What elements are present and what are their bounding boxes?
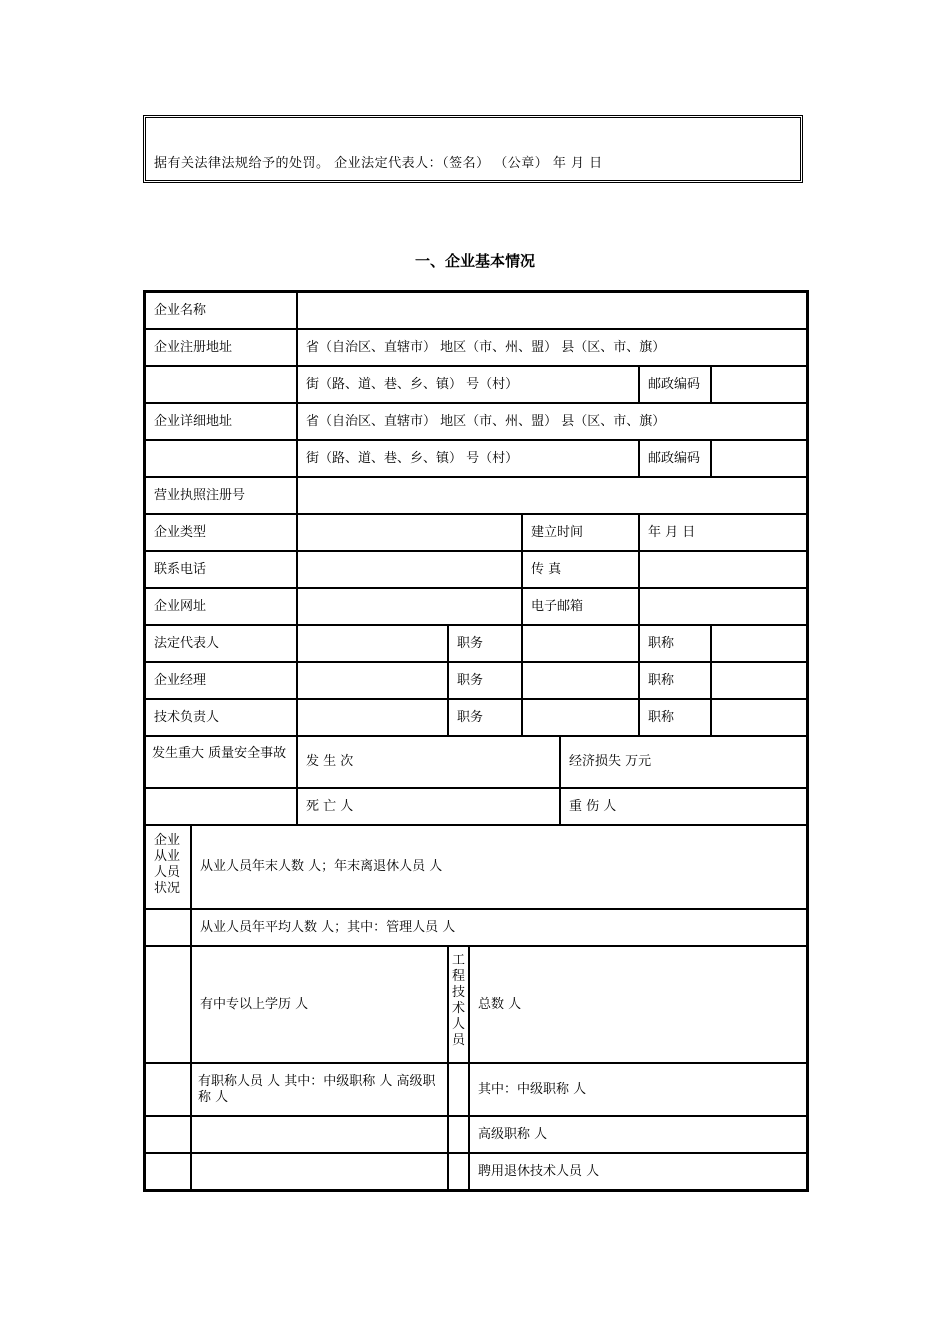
blank-cell	[145, 1153, 191, 1190]
mid-title-field[interactable]: 其中：中级职称 人	[469, 1063, 807, 1116]
company-name-field[interactable]	[297, 292, 807, 329]
blank-cell	[145, 1116, 191, 1153]
blank-cell	[145, 788, 297, 825]
row-education	[145, 946, 807, 1063]
penalty-statement-text: 据有关法律法规给予的处罚。 企业法定代表人：（签名） （公章） 年 月 日	[154, 156, 603, 171]
row-website	[145, 588, 807, 625]
phone-label: 联系电话	[145, 551, 297, 588]
engineer-total-field[interactable]: 总数 人	[469, 946, 807, 1063]
injuries-field[interactable]: 重 伤 人	[560, 788, 807, 825]
company-name-label: 企业名称	[145, 292, 297, 329]
retired-hired-field[interactable]: 聘用退休技术人员 人	[469, 1153, 807, 1190]
staff-status-char: 人员	[154, 865, 181, 880]
row-reg-address	[145, 329, 807, 366]
position-label: 职务	[448, 662, 522, 699]
engineer-char: 人	[452, 1017, 466, 1032]
position-field[interactable]	[522, 699, 639, 736]
row-phone	[145, 551, 807, 588]
occurrences-field[interactable]: 发 生 次	[297, 736, 560, 788]
blank-cell	[448, 1063, 469, 1116]
row-accident	[145, 736, 807, 788]
row-legal-rep	[145, 625, 807, 662]
edu-secondary-field[interactable]: 有中专以上学历 人	[191, 946, 448, 1063]
company-type-label: 企业类型	[145, 514, 297, 551]
penalty-statement-box	[143, 115, 803, 183]
row-detail-address	[145, 403, 807, 440]
blank-cell[interactable]	[191, 1153, 448, 1190]
detail-address-label: 企业详细地址	[145, 403, 297, 440]
staff-status-label	[145, 825, 191, 909]
engineer-char: 员	[452, 1033, 466, 1048]
fax-field[interactable]	[639, 551, 807, 588]
row-license	[145, 477, 807, 514]
reg-address-line1[interactable]: 省（自治区、直辖市） 地区（市、州、盟） 县（区、市、旗）	[297, 329, 807, 366]
senior-title-field[interactable]: 高级职称 人	[469, 1116, 807, 1153]
email-label: 电子邮箱	[522, 588, 639, 625]
license-field[interactable]	[297, 477, 807, 514]
blank-cell[interactable]	[191, 1116, 448, 1153]
engineer-label	[448, 946, 469, 1063]
blank-cell	[448, 1116, 469, 1153]
founded-label: 建立时间	[522, 514, 639, 551]
email-field[interactable]	[639, 588, 807, 625]
company-info-form	[143, 290, 809, 1192]
row-company-type	[145, 514, 807, 551]
legal-rep-label: 法定代表人	[145, 625, 297, 662]
row-staff-avg	[145, 909, 807, 946]
position-label: 职务	[448, 699, 522, 736]
row-casualties	[145, 788, 807, 825]
row-company-name	[145, 292, 807, 329]
row-tech-lead	[145, 699, 807, 736]
founded-date-field[interactable]: 年 月 日	[639, 514, 807, 551]
accident-label: 发生重大 质量安全事故	[145, 736, 297, 788]
blank-cell	[448, 1153, 469, 1190]
manager-field[interactable]	[297, 662, 448, 699]
row-manager	[145, 662, 807, 699]
engineer-char: 程	[452, 969, 466, 984]
reg-address-label: 企业注册地址	[145, 329, 297, 366]
economic-loss-field[interactable]: 经济损失 万元	[560, 736, 807, 788]
title-field[interactable]	[711, 625, 807, 662]
row-staff-year-end	[145, 825, 807, 909]
tech-lead-label: 技术负责人	[145, 699, 297, 736]
title-label: 职称	[639, 625, 711, 662]
engineer-char: 技	[452, 985, 466, 1000]
phone-field[interactable]	[297, 551, 522, 588]
license-label: 营业执照注册号	[145, 477, 297, 514]
detail-postcode-field[interactable]	[711, 440, 807, 477]
reg-postcode-field[interactable]	[711, 366, 807, 403]
staff-status-char: 状况	[154, 881, 181, 896]
detail-address-line2[interactable]: 街（路、道、巷、乡、镇） 号（村）	[297, 440, 639, 477]
legal-rep-field[interactable]	[297, 625, 448, 662]
company-type-field[interactable]	[297, 514, 522, 551]
row-reg-address-2	[145, 366, 807, 403]
manager-label: 企业经理	[145, 662, 297, 699]
website-label: 企业网址	[145, 588, 297, 625]
row-titled-staff	[145, 1063, 807, 1116]
blank-cell	[145, 440, 297, 477]
staff-year-end-field[interactable]: 从业人员年末人数 人；年末离退休人员 人	[191, 825, 807, 909]
position-field[interactable]	[522, 625, 639, 662]
row-detail-address-2	[145, 440, 807, 477]
engineer-char: 工	[452, 953, 466, 968]
title-label: 职称	[639, 699, 711, 736]
website-field[interactable]	[297, 588, 522, 625]
tech-lead-field[interactable]	[297, 699, 448, 736]
deaths-field[interactable]: 死 亡 人	[297, 788, 560, 825]
blank-cell	[145, 1063, 191, 1116]
staff-status-char: 企业	[154, 833, 181, 848]
staff-avg-field[interactable]: 从业人员年平均人数 人；其中：管理人员 人	[191, 909, 807, 946]
title-field[interactable]	[711, 662, 807, 699]
titled-staff-field[interactable]: 有职称人员 人 其中：中级职称 人 高级职称 人	[191, 1063, 448, 1116]
position-field[interactable]	[522, 662, 639, 699]
blank-cell	[145, 946, 191, 1063]
reg-postcode-label: 邮政编码	[639, 366, 711, 403]
blank-cell	[145, 366, 297, 403]
row-retired-hired	[145, 1153, 807, 1190]
title-field[interactable]	[711, 699, 807, 736]
reg-address-line2[interactable]: 街（路、道、巷、乡、镇） 号（村）	[297, 366, 639, 403]
detail-address-line1[interactable]: 省（自治区、直辖市） 地区（市、州、盟） 县（区、市、旗）	[297, 403, 807, 440]
engineer-char: 术	[452, 1001, 466, 1016]
fax-label: 传 真	[522, 551, 639, 588]
detail-postcode-label: 邮政编码	[639, 440, 711, 477]
row-senior-title	[145, 1116, 807, 1153]
title-label: 职称	[639, 662, 711, 699]
blank-cell	[145, 909, 191, 946]
staff-status-char: 从业	[154, 849, 181, 864]
position-label: 职务	[448, 625, 522, 662]
section-title: 一、企业基本情况	[414, 252, 535, 270]
